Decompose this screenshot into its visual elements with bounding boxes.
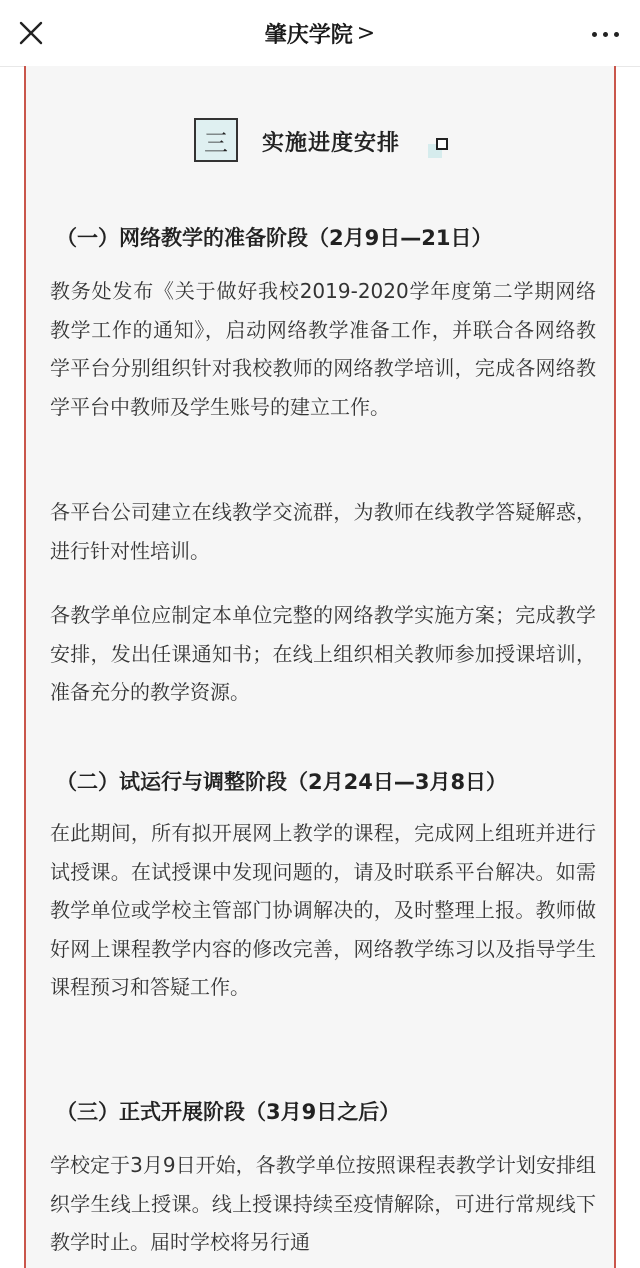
phase-1-paragraph-3: 各教学单位应制定本单位完整的网络教学实施方案；完成教学安排，发出任课通知书；在线上组织相关教师参加授课培训，准备充分的教学资源。: [50, 603, 596, 704]
phase-1-heading: （一）网络教学的准备阶段（2月9日—21日）: [56, 226, 493, 250]
phase-1-paragraph-2: 各平台公司建立在线教学交流群，为教师在线教学答疑解惑，进行针对性培训。: [50, 500, 596, 563]
more-icon[interactable]: [586, 16, 624, 52]
article-content: [24, 66, 616, 1268]
phase-2-heading: （二）试运行与调整阶段（2月24日—3月8日）: [56, 770, 508, 794]
section-header: [26, 116, 614, 176]
phase-3-heading: （三）正式开展阶段（3月9日之后）: [56, 1100, 401, 1124]
chevron-right-icon: >: [356, 20, 376, 46]
section-title: 实施进度安排: [262, 131, 401, 156]
decor-square-icon: [436, 138, 448, 150]
section-number: 三: [204, 128, 228, 157]
phase-3-paragraph-1: 学校定于3月9日开始，各教学单位按照课程表教学计划安排组织学生线上授课。线上授课持续至疫情解除，可进行常规线下教学时止。届时学校将另行通: [50, 1153, 596, 1254]
phase-2-paragraph-1: 在此期间，所有拟开展网上教学的课程，完成网上组班并进行试授课。在试授课中发现问题的，请及时联系平台解决。如需教学单位或学校主管部门协调解决的，及时整理上报。教师做好网上课程教学内容的修改完善，网络教学练习以及指导学生课程预习和答疑工作。: [50, 821, 596, 999]
section-number-badge: [194, 118, 238, 162]
top-navigation-bar: [0, 0, 640, 67]
account-title[interactable]: [0, 0, 640, 66]
phase-1-paragraph-1: 教务处发布《关于做好我校2019-2020学年度第二学期网络教学工作的通知》，启动网络教学准备工作，并联合各网络教学平台分别组织针对我校教师的网络教学培训，完成各网络教学平台中教师及学生账号的建立工作。: [50, 279, 596, 419]
account-name: 肇庆学院: [264, 22, 353, 48]
